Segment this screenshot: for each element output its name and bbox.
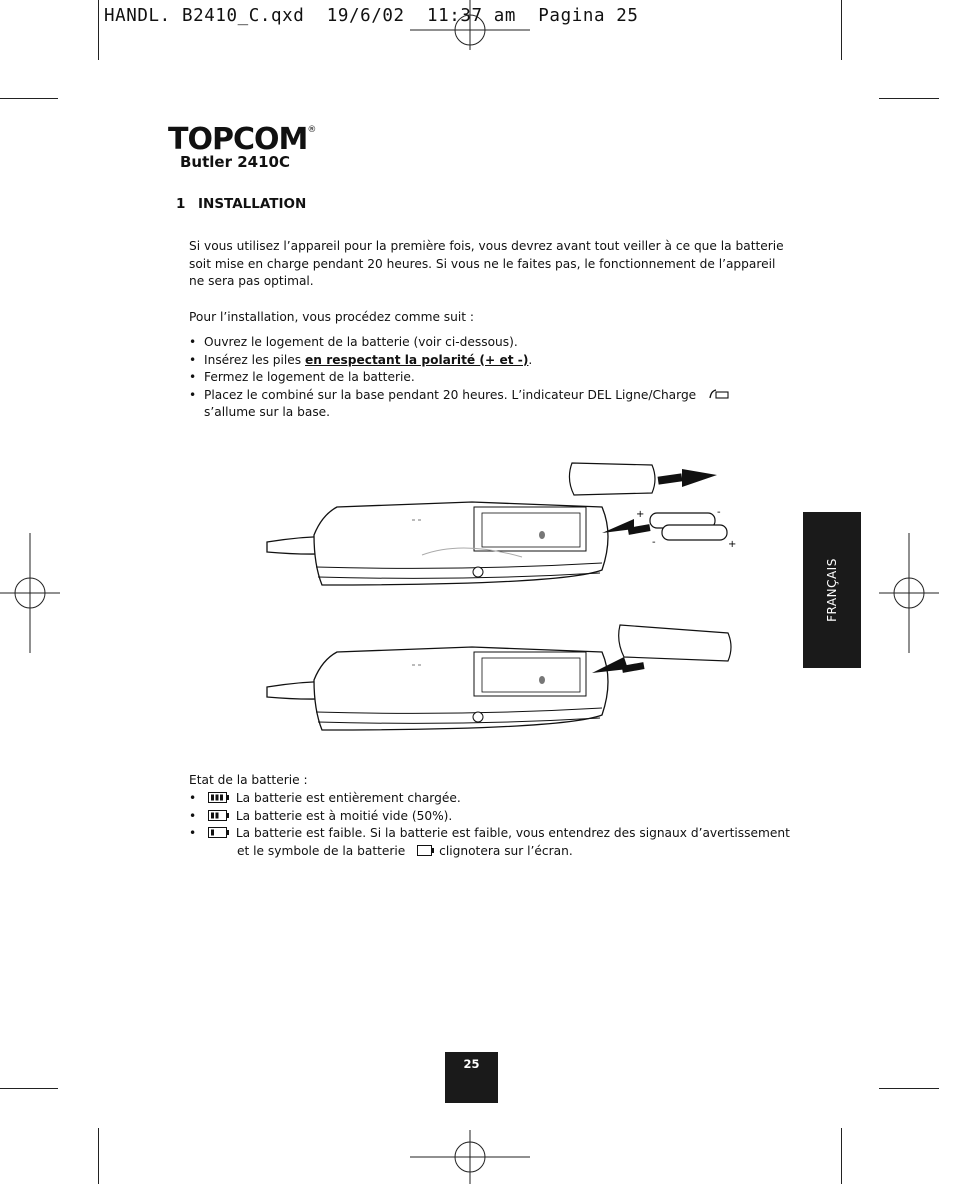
battery-installation-illustration	[262, 455, 742, 735]
steps-intro: Pour l’installation, vous procédez comme suit :	[189, 310, 475, 324]
language-label: FRANÇAIS	[825, 558, 839, 622]
polarity-emphasis: en respectant la polarité (+ et -)	[305, 352, 529, 367]
minus-sign: -	[717, 507, 721, 518]
intro-line: soit mise en charge pendant 20 heures. Si vous ne le faites pas, le fonctionnement de l’appareil	[189, 256, 776, 271]
page-number: 25	[463, 1057, 480, 1071]
list-item: • La batterie est à moitié vide (50%).	[189, 808, 453, 823]
left-register-mark	[0, 533, 60, 653]
intro-paragraph	[189, 238, 784, 291]
plus-sign: +	[636, 509, 645, 520]
list-item: • Ouvrez le logement de la batterie (voir ci-dessous).	[189, 335, 518, 349]
steps-list	[189, 334, 730, 422]
intro-line: ne sera pas optimal.	[189, 274, 314, 288]
battery-empty-icon	[417, 845, 435, 856]
list-item: • Placez le combiné sur la base pendant 20 heures. L’indicateur DEL Ligne/Charge	[189, 387, 730, 405]
battery-status-list	[189, 790, 790, 860]
handset-closed-illustration	[267, 647, 608, 730]
battery-status-title: Etat de la batterie :	[189, 773, 308, 787]
section-title: INSTALLATION	[198, 196, 307, 212]
battery-half-icon	[208, 810, 230, 821]
right-register-mark	[879, 533, 939, 653]
logo-wordmark: TOPCOM	[168, 122, 308, 157]
battery-cover-lower	[619, 625, 731, 661]
battery-full-icon	[208, 792, 230, 803]
section-heading	[176, 196, 306, 212]
section-number: 1	[176, 196, 186, 212]
page-number-box	[445, 1052, 498, 1103]
list-item-continuation: et le symbole de la batterie clignotera sur l’écran.	[237, 843, 573, 858]
intro-line: Si vous utilisez l’appareil pour la première fois, vous devrez avant tout veiller à ce que la batterie	[189, 239, 784, 253]
file-header-line: HANDL. B2410_C.qxd 19/6/02 11:37 am Pagina 25	[104, 6, 639, 26]
batteries	[636, 507, 736, 550]
list-item: • La batterie est entièrement chargée.	[189, 791, 461, 805]
model-name: Butler 2410C	[180, 153, 290, 171]
plus-sign: +	[728, 539, 737, 550]
battery-low-icon	[208, 827, 230, 838]
list-item: • Insérez les piles en respectant la polarité (+ et -).	[189, 352, 533, 367]
topcom-logo	[168, 122, 317, 157]
list-item: • Fermez le logement de la batterie.	[189, 370, 415, 384]
bottom-register-mark	[410, 1130, 530, 1184]
registered-mark: ®	[307, 125, 317, 135]
line-charge-led-icon	[708, 388, 730, 400]
top-register-mark	[410, 0, 530, 50]
language-side-tab	[803, 512, 861, 668]
minus-sign: -	[652, 537, 656, 548]
list-item-continuation: s’allume sur la base.	[204, 405, 331, 419]
handset-open-illustration	[267, 502, 608, 585]
list-item: • La batterie est faible. Si la batterie est faible, vous entendrez des signaux d’avertissement	[189, 826, 790, 840]
battery-cover-upper	[569, 463, 717, 495]
